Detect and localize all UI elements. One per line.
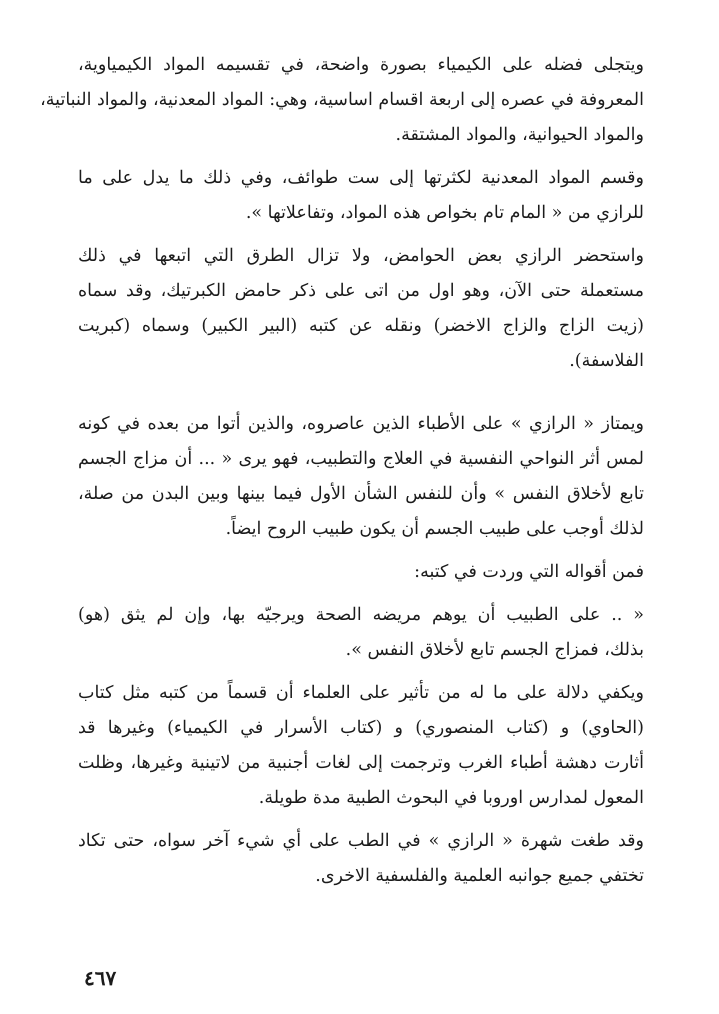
text-line: للرازي من « المام تام بخواص هذه المواد، وتفاعلاتها ». (245, 203, 644, 223)
paragraph-books-influence (78, 676, 644, 816)
text-line: لذلك أوجب على طبيب الجسم أن يكون طبيب الروح ايضاً. (225, 519, 644, 539)
paragraph-mineral-groups (78, 161, 644, 231)
text-line: أثارت دهشة أطباء الغرب وترجمت إلى لغات أجنبية من لاتينية وغيرها، وظلت (78, 753, 644, 773)
text-line: تختفي جميع جوانبه العلمية والفلسفية الاخرى. (315, 866, 644, 886)
page-body (40, 48, 644, 902)
paragraph-sayings-intro (78, 555, 644, 590)
text-line: ويكفي دلالة على ما له من تأثير على العلماء أن قسماً من كتبه مثل كتاب (78, 683, 644, 703)
text-line: تابع لأخلاق النفس » وأن للنفس الشأن الأول فيما بينها وبين البدن من صلة، (78, 484, 644, 504)
text-line: مستعملة حتى الآن، وهو اول من اتى على ذكر حامض الكبرتيك، وقد سماه (78, 281, 644, 301)
text-line: المعروفة في عصره إلى اربعة اقسام اساسية، وهي: المواد المعدنية، والمواد النباتية، (40, 90, 644, 110)
text-line: (زيت الزاج والزاج الاخضر) ونقله عن كتبه (البير الكبير) وسماه (كبريت (78, 316, 644, 336)
text-line: (الحاوي) و (كتاب المنصوري) و (كتاب الأسرار في الكيمياء) وغيرها قد (78, 718, 644, 738)
paragraph-acids (78, 239, 644, 379)
text-line: المعول لمدارس اوروبا في البحوث الطبية مدة طويلة. (258, 788, 644, 808)
text-line: لمس أثر النواحي النفسية في العلاج والتطبيب، فهو يرى « ... أن مزاج الجسم (78, 449, 644, 469)
text-line: « .. على الطبيب أن يوهم مريضه الصحة ويرجيّه بها، وإن لم يثق (هو) (78, 605, 644, 625)
text-line: فمن أقواله التي وردت في كتبه: (414, 562, 644, 582)
text-line: ويمتاز « الرازي » على الأطباء الذين عاصروه، والذين أتوا من بعده في كونه (78, 414, 644, 434)
paragraph-psychology (78, 407, 644, 547)
paragraph-fame (78, 824, 644, 894)
text-line: واستحضر الرازي بعض الحوامض، ولا تزال الطرق التي اتبعها في ذلك (78, 246, 644, 266)
page-number: ٤٦٧ (84, 966, 117, 990)
text-line: والمواد الحيوانية، والمواد المشتقة. (395, 125, 644, 145)
paragraph-chemistry-classification (40, 48, 644, 153)
text-line: وقسم المواد المعدنية لكثرتها إلى ست طوائف، وفي ذلك ما يدل على ما (78, 168, 644, 188)
text-line: وقد طغت شهرة « الرازي » في الطب على أي شيء آخر سواه، حتى تكاد (78, 831, 644, 851)
text-line: بذلك، فمزاج الجسم تابع لأخلاق النفس ». (345, 640, 644, 660)
text-line: ويتجلى فضله على الكيمياء بصورة واضحة، في تقسيمه المواد الكيمياوية، (78, 55, 644, 75)
text-line: الفلاسفة). (569, 351, 644, 371)
paragraph-quote (78, 598, 644, 668)
